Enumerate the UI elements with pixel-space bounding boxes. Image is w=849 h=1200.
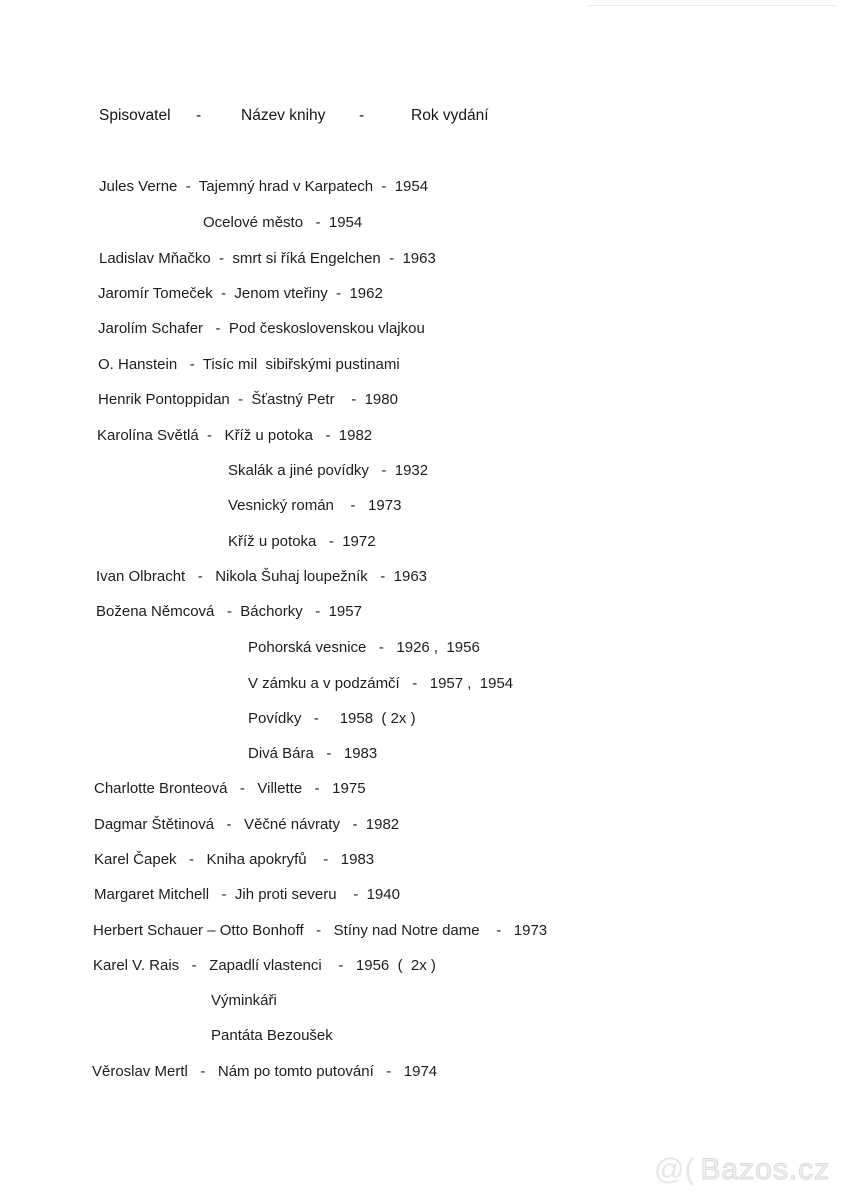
header-separator-2: - [359, 107, 365, 124]
book-entry: Ivan Olbracht - Nikola Šuhaj loupežník - 1963 [96, 568, 428, 585]
header-year: Rok vydání [411, 107, 489, 124]
book-entry: Kříž u potoka - 1972 [228, 533, 376, 550]
book-entry: Ladislav Mňačko - smrt si říká Engelchen - 1963 [99, 250, 436, 267]
header-separator-1: - [196, 107, 202, 124]
book-entry: Povídky - 1958 ( 2x ) [248, 710, 416, 727]
book-entry: Karel V. Rais - Zapadlí vlastenci - 1956 ( 2x ) [93, 957, 436, 974]
bazos-watermark [654, 1150, 830, 1190]
book-entry: Margaret Mitchell - Jih proti severu - 1940 [94, 886, 400, 903]
book-entry: Božena Němcová - Báchorky - 1957 [96, 603, 362, 620]
book-entry: Vesnický román - 1973 [228, 497, 402, 514]
book-entry: Věroslav Mertl - Nám po tomto putování - 1974 [92, 1063, 438, 1080]
book-entry: Divá Bára - 1983 [248, 745, 378, 762]
book-entry: Skalák a jiné povídky - 1932 [228, 462, 429, 479]
book-entry: Ocelové město - 1954 [203, 214, 363, 231]
book-entry: Henrik Pontoppidan - Šťastný Petr - 1980 [98, 391, 398, 408]
book-entry: Karel Čapek - Kniha apokryfů - 1983 [94, 851, 375, 868]
book-entry: Výminkáři [211, 992, 277, 1009]
watermark-text: Bazos.cz [700, 1153, 831, 1186]
header-title: Název knihy [241, 107, 326, 124]
scan-edge-line [588, 5, 836, 6]
book-entry: Karolína Světlá - Kříž u potoka - 1982 [97, 427, 373, 444]
book-entry: O. Hanstein - Tisíc mil sibiřskými pustinami [98, 356, 400, 373]
book-entry: Jarolím Schafer - Pod československou vlajkou [98, 320, 425, 337]
book-entry: Dagmar Štětinová - Věčné návraty - 1982 [94, 816, 400, 833]
book-entry: Pohorská vesnice - 1926 , 1956 [248, 639, 480, 656]
book-entry: Pantáta Bezoušek [211, 1027, 333, 1044]
book-entry: V zámku a v podzámčí - 1957 , 1954 [248, 675, 514, 692]
book-entry: Charlotte Bronteová - Villette - 1975 [94, 780, 366, 797]
book-entry: Herbert Schauer – Otto Bonhoff - Stíny nad Notre dame - 1973 [93, 922, 548, 939]
book-entry: Jaromír Tomeček - Jenom vteřiny - 1962 [98, 285, 383, 302]
book-entry: Jules Verne - Tajemný hrad v Karpatech - 1954 [99, 178, 429, 195]
watermark-at-icon: @( [654, 1153, 695, 1186]
header-author: Spisovatel [99, 107, 171, 124]
